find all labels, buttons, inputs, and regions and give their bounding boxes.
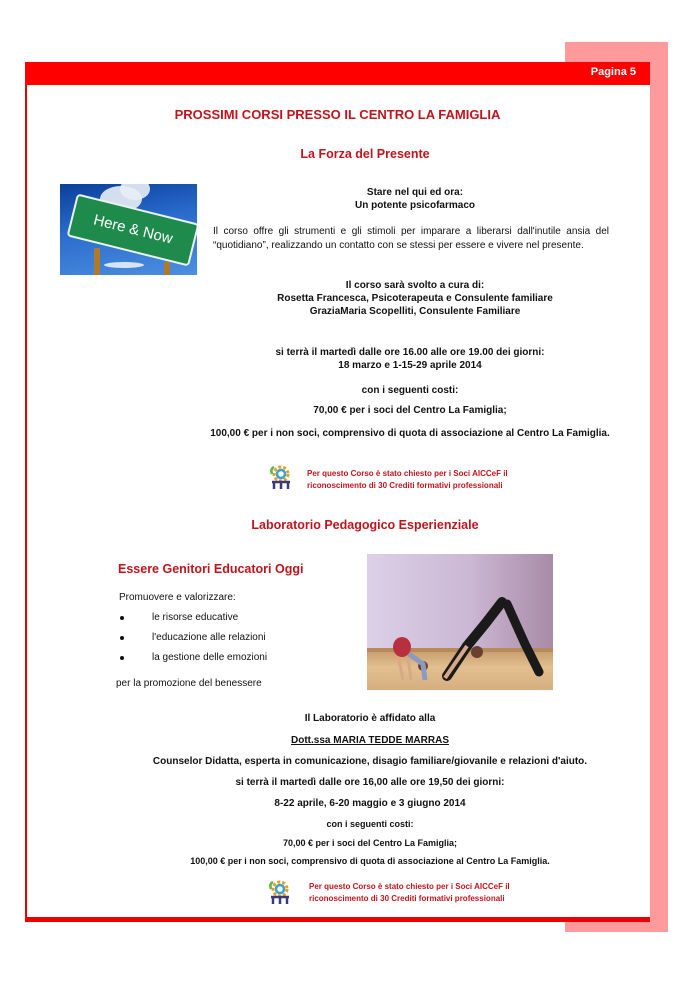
course1-subtitle-line1: Stare nel qui ed ora:: [366, 187, 464, 198]
course1-curator-2: GraziaMaria Scopelliti, Consulente Familiare: [309, 306, 521, 317]
course1-credit-line2: riconoscimento di 30 Crediti formativi professionali: [307, 481, 503, 490]
course2-costs-label: con i seguenti costi:: [326, 819, 414, 829]
main-title: PROSSIMI CORSI PRESSO IL CENTRO LA FAMIGLIA: [174, 107, 501, 122]
course2-schedule-line2: 8-22 aprile, 6-20 maggio e 3 giugno 2014: [274, 798, 466, 809]
course2-credit-line2: riconoscimento di 30 Crediti formativi professionali: [309, 894, 505, 903]
bullet-dot: [120, 636, 124, 640]
page-number: Pagina 5: [590, 66, 636, 78]
here-and-now-image: [60, 184, 197, 275]
course2-teacher-name: Dott.ssa MARIA TEDDE MARRAS: [291, 735, 449, 746]
bullet-item: [120, 648, 340, 668]
aiccef-logo-icon: [267, 878, 293, 906]
course2-schedule-line1: si terrà il martedì dalle ore 16,00 alle ore 19,50 dei giorni:: [235, 777, 505, 788]
course2-title: Essere Genitori Educatori Oggi: [118, 562, 304, 576]
course1-credit-line1: Per questo Corso è stato chiesto per i Soci AICCeF il: [307, 469, 508, 478]
course1-curator-1: Rosetta Francesca, Psicoterapeuta e Consulente familiare: [277, 293, 553, 304]
course2-credit-line1: Per questo Corso è stato chiesto per i Soci AICCeF il: [309, 882, 510, 891]
bullet-dot: [120, 656, 124, 660]
course2-outro: per la promozione del benessere: [116, 678, 262, 689]
bullet-text: l'educazione alle relazioni: [152, 632, 266, 643]
bullet-text: le risorse educative: [152, 612, 239, 623]
bullet-item: [120, 608, 340, 628]
header-bar: [25, 62, 650, 85]
course2-cost-nonmembers: 100,00 € per i non soci, comprensivo di quota di associazione al Centro La Famiglia.: [190, 856, 550, 866]
course2-section-title: Laboratorio Pedagogico Esperienziale: [251, 518, 479, 532]
course2-bullet-list: [120, 608, 340, 668]
bullet-text: la gestione delle emozioni: [152, 652, 268, 663]
course1-title: La Forza del Presente: [300, 147, 430, 161]
course2-intro: Promuovere e valorizzare:: [119, 592, 236, 603]
bullet-item: [120, 628, 340, 648]
parent-child-yoga-image: [367, 554, 553, 690]
sign-caption: Here & Now: [67, 193, 197, 266]
course2-cost-members: 70,00 € per i soci del Centro La Famiglia;: [282, 838, 458, 848]
course1-cost-nonmembers: 100,00 € per i non soci, comprensivo di quota di associazione al Centro La Famiglia.: [210, 428, 610, 439]
course1-curated-label: Il corso sarà svolto a cura di:: [345, 280, 485, 291]
course1-description: Il corso offre gli strumenti e gli stimoli per imparare a liberarsi dall'inutile ansia del “quotidiano”, realizzando un contatto con se stessi per essere e vivere nel presente.: [213, 226, 609, 251]
course2-teacher-role: Counselor Didatta, esperta in comunicazione, disagio familiare/giovanile e relazioni d'aiuto.: [152, 756, 588, 767]
course1-subtitle-line2: Un potente psicofarmaco: [354, 200, 476, 211]
course1-schedule-line1: si terrà il martedì dalle ore 16.00 alle ore 19.00 dei giorni:: [275, 347, 545, 358]
bullet-dot: [120, 616, 124, 620]
course1-schedule-line2: 18 marzo e 1-15-29 aprile 2014: [338, 360, 482, 371]
course2-entrusted-label: Il Laboratorio è affidato alla: [304, 713, 436, 724]
aiccef-logo-icon: [268, 463, 294, 491]
course1-costs-label: con i seguenti costi:: [361, 385, 459, 396]
course1-cost-members: 70,00 € per i soci del Centro La Famiglia;: [313, 405, 507, 416]
